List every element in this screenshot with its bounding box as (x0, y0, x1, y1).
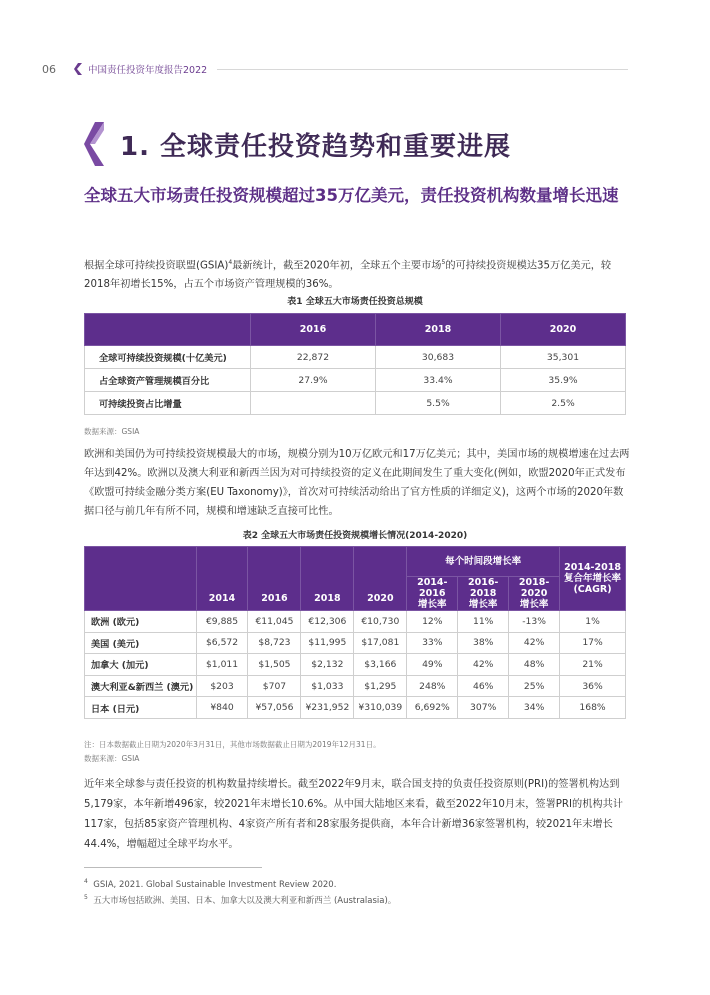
table-cell: $1,505 (248, 654, 301, 676)
table-cell: €9,885 (196, 611, 248, 633)
footnote (84, 894, 396, 906)
table-header-cell: 2018 (376, 314, 501, 346)
footnote-ref: 5 (441, 259, 446, 266)
table1 (84, 313, 626, 415)
table-row (85, 346, 626, 369)
table-header-cell: 2016 (248, 547, 301, 611)
row-label: 加拿大 (加元) (85, 654, 197, 676)
table-cell: 33.4% (376, 369, 501, 392)
table-cell: 2.5% (501, 392, 626, 415)
table-cell: $1,011 (196, 654, 248, 676)
report-title: 中国责任投资年度报告2022 (88, 65, 208, 76)
table-cell: $707 (248, 675, 301, 697)
footnote (84, 878, 336, 890)
table-cell: ¥231,952 (301, 697, 354, 719)
table-header-row (85, 547, 626, 577)
table-header-row (85, 314, 626, 346)
table-cell: 34% (509, 697, 560, 719)
table-row (85, 392, 626, 415)
table-cell: 35.9% (501, 369, 626, 392)
table-header-cell: 2014 (196, 547, 248, 611)
table-cell: 25% (509, 675, 560, 697)
table-cell: 49% (407, 654, 458, 676)
footnote-number: 5 (84, 894, 88, 902)
table-header-cell: 2020 (501, 314, 626, 346)
growth-group-header: 每个时间段增长率 (407, 547, 560, 577)
table-cell: 33% (407, 632, 458, 654)
table-cell: 17% (560, 632, 626, 654)
table-header-cell: 2018 (301, 547, 354, 611)
table1-source: 数据来源：GSIA (84, 427, 140, 436)
table-cell: €11,045 (248, 611, 301, 633)
table-cell: $1,033 (301, 675, 354, 697)
chevron-left-icon (84, 122, 104, 166)
table-cell: ¥310,039 (354, 697, 407, 719)
paragraph-text: 的可持续投资规模达35万亿美元，较2018年初增长15%，占五个市场资产管理规模的36%。 (84, 260, 612, 291)
row-label: 日本 (日元) (85, 697, 197, 719)
table-header-cell: 2014-2016 增长率 (407, 577, 458, 611)
row-label: 美国 (美元) (85, 632, 197, 654)
paragraph-pri: 近年来全球参与责任投资的机构数量持续增长。截至2022年9月末，联合国支持的负责任投资原则(PRI)的签署机构达到5,179家，本年新增496家，较2021年末增长10.6%。从中国大陆地区来看，截至2022年10月末，签署PRI的机构共计117家，包括85家资产管理机构、4家资产所有者和28家服务提供商，本年合计新增36家签署机构，较2021年末增长44.4%，增幅超过全球平均水平。 (84, 779, 623, 850)
table-header-cell (85, 314, 251, 346)
table2-caption: 表2 全球五大市场责任投资规模增长情况(2014-2020) (242, 531, 468, 541)
table-row (85, 654, 626, 676)
table-cell: $6,572 (196, 632, 248, 654)
table-cell: 248% (407, 675, 458, 697)
table-cell: 46% (458, 675, 509, 697)
table-cell (251, 392, 376, 415)
chevron-left-icon (74, 63, 82, 75)
table-cell: $17,081 (354, 632, 407, 654)
table-header-cell: 2016 (251, 314, 376, 346)
table-cell: 12% (407, 611, 458, 633)
row-label: 全球可持续投资规模(十亿美元) (85, 346, 251, 369)
table-cell: €12,306 (301, 611, 354, 633)
table-cell: 30,683 (376, 346, 501, 369)
table-row (85, 632, 626, 654)
paragraph-intro (84, 253, 632, 294)
cagr-header: 2014-2018 复合年增长率 (CAGR) (560, 547, 626, 611)
row-label: 占全球资产管理规模百分比 (85, 369, 251, 392)
row-label: 可持续投资占比增量 (85, 392, 251, 415)
table-cell: 1% (560, 611, 626, 633)
footnote-text: GSIA, 2021. Global Sustainable Investment Review 2020. (93, 879, 337, 890)
table-cell: 48% (509, 654, 560, 676)
page-number: 06 (42, 62, 56, 76)
table-row (85, 697, 626, 719)
table-cell: 42% (509, 632, 560, 654)
footnote-ref: 4 (228, 259, 233, 266)
table-cell: $3,166 (354, 654, 407, 676)
table-header-cell: 2020 (354, 547, 407, 611)
row-label: 澳大利亚&新西兰 (澳元) (85, 675, 197, 697)
table-cell: 42% (458, 654, 509, 676)
table-row (85, 675, 626, 697)
table-cell: 11% (458, 611, 509, 633)
table-cell: 22,872 (251, 346, 376, 369)
table-cell: 38% (458, 632, 509, 654)
table-cell: €10,730 (354, 611, 407, 633)
table-cell: $2,132 (301, 654, 354, 676)
table-cell: $11,995 (301, 632, 354, 654)
table-header-cell (85, 547, 197, 611)
row-label: 欧洲 (欧元) (85, 611, 197, 633)
table2 (84, 546, 626, 719)
section-title: 1. 全球责任投资趋势和重要进展 (120, 131, 512, 162)
table-row (85, 369, 626, 392)
table-cell: -13% (509, 611, 560, 633)
table-cell: $1,295 (354, 675, 407, 697)
page-header (42, 62, 628, 76)
table-cell: 35,301 (501, 346, 626, 369)
paragraph-text: 最新统计，截至2020年初，全球五个主要市场 (232, 260, 442, 272)
table-cell: ¥57,056 (248, 697, 301, 719)
table-cell: ¥840 (196, 697, 248, 719)
table1-caption: 表1 全球五大市场责任投资总规模 (287, 297, 423, 307)
table-header-cell: 2018-2020 增长率 (509, 577, 560, 611)
footnote-text: 五大市场包括欧洲、美国、日本、加拿大以及澳大利亚和新西兰 (Australasia)。 (93, 896, 397, 906)
section-subtitle: 全球五大市场责任投资规模超过35万亿美元，责任投资机构数量增长迅速 (84, 186, 619, 205)
table-cell: 307% (458, 697, 509, 719)
footnote-divider (84, 867, 262, 868)
table-row (85, 611, 626, 633)
table-cell: 168% (560, 697, 626, 719)
table-cell: 36% (560, 675, 626, 697)
table-cell: 21% (560, 654, 626, 676)
table-cell: $203 (196, 675, 248, 697)
header-divider (217, 69, 628, 70)
table-header-cell: 2016-2018 增长率 (458, 577, 509, 611)
table-cell: 5.5% (376, 392, 501, 415)
paragraph-text: 根据全球可持续投资联盟(GSIA) (84, 260, 229, 272)
paragraph-markets: 欧洲和美国仍为可持续投资规模最大的市场，规模分别为10万亿欧元和17万亿美元；其中，美国市场的规模增速在过去两年达到42%。欧洲以及澳大利亚和新西兰因为对可持续投资的定义在此期间发生了重大变化(例如，欧盟2020年正式发布《欧盟可持续金融分类方案(EU Taxonomy)》，首次对可持续活动给出了官方性质的详细定义)，这两个市场的2020年数据口径与前几年有所不同，规模和增速缺乏直接可比性。 (84, 449, 630, 517)
table2-note: 注：日本数据截止日期为2020年3月31日，其他市场数据截止日期为2019年12月31日。 (84, 740, 381, 749)
section-heading (84, 122, 511, 166)
table2-source: 数据来源：GSIA (84, 754, 140, 763)
table-cell: 27.9% (251, 369, 376, 392)
table-cell: $8,723 (248, 632, 301, 654)
footnote-number: 4 (84, 878, 88, 885)
table-cell: 6,692% (407, 697, 458, 719)
